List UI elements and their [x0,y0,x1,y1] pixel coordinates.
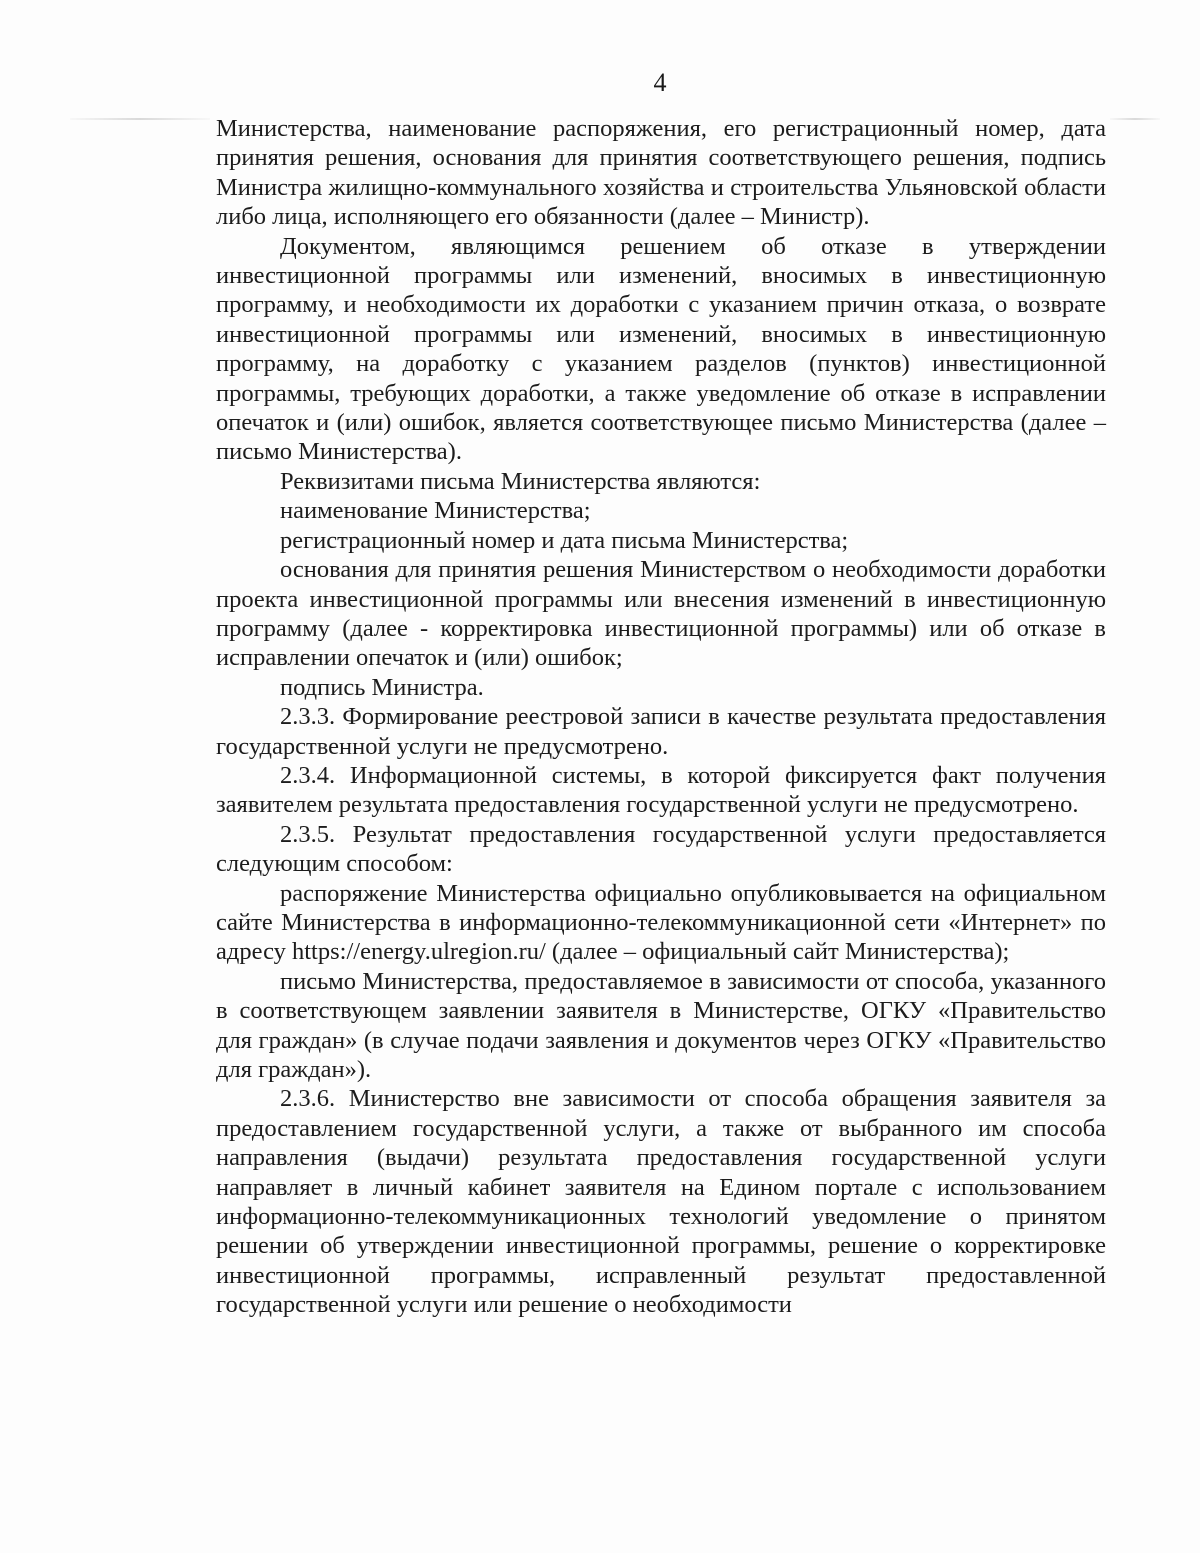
paragraph: основания для принятия решения Министерством о необходимости доработки проекта инвестиционной программы или внесения изменений в инвестиционную программу (далее - корректировка инвестиционной программы) или об отказе в исправлении опечаток и (или) ошибок; [216,556,1106,672]
paragraph: 2.3.3. Формирование реестровой записи в качестве результата предоставления государственной услуги не предусмотрено. [216,703,1106,760]
paragraph: письмо Министерства, предоставляемое в зависимости от способа, указанного в соответствующем заявлении заявителя в Министерстве, ОГКУ «Правительство для граждан» (в случае подачи заявления и документов через ОГКУ «Правительство для граждан»). [216,967,1106,1083]
scan-artifact [1110,118,1160,120]
paragraph: подпись Министра. [280,673,484,701]
paragraph: Документом, являющимся решением об отказе в утверждении инвестиционной программы или изменений, вносимых в инвестиционную программу, и необходимости их доработки с указанием причин отказа, о возврате инвестиционной программы или изменений, вносимых в инвестиционную программу, на доработку с указанием разделов (пунктов) инвестиционной программы, требующих доработки, а также уведомление об отказе в исправлении опечаток и (или) ошибок, является соответствующее письмо Министерства (далее – письмо Министерства). [216,232,1106,466]
scan-artifact [70,118,210,120]
paragraph: 2.3.4. Информационной системы, в которой фиксируется факт получения заявителем результата предоставления государственной услуги не предусмотрено. [216,761,1106,819]
paragraph: Реквизитами письма Министерства являются: [280,467,761,495]
page-number: 4 [653,68,667,97]
paragraph: распоряжение Министерства официально опубликовывается на официальном сайте Министерства в информационно-телекоммуникационной сети «Интернет» по адресу https://energy.ulregion.ru/ (далее – официальный сайт Министерства); [216,879,1106,966]
paragraph: Министерства, наименование распоряжения, его регистрационный номер, дата принятия решения, основания для принятия соответствующего решения, подпись Министра жилищно-коммунального хозяйства и строительства Ульяновской области либо лица, исполняющего его обязанности (далее – Министр). [216,115,1106,231]
paragraph: наименование Министерства; [280,497,591,525]
paragraph: 2.3.6. Министерство вне зависимости от способа обращения заявителя за предоставлением государственной услуги, а также от выбранного им способа направления (выдачи) результата предоставления государственной услуги направляет в личный кабинет заявителя на Едином портале с использованием информационно-телекоммуникационных технологий уведомление о принятом решении об утверждении инвестиционной программы, решение о корректировке инвестиционной программы, исправленный результат предоставленной государственной услуги или решение о необходимости [216,1085,1106,1319]
paragraph: регистрационный номер и дата письма Министерства; [280,526,849,554]
document-body [216,114,1106,1320]
paragraph: 2.3.5. Результат предоставления государственной услуги предоставляется следующим способом: [216,820,1106,878]
